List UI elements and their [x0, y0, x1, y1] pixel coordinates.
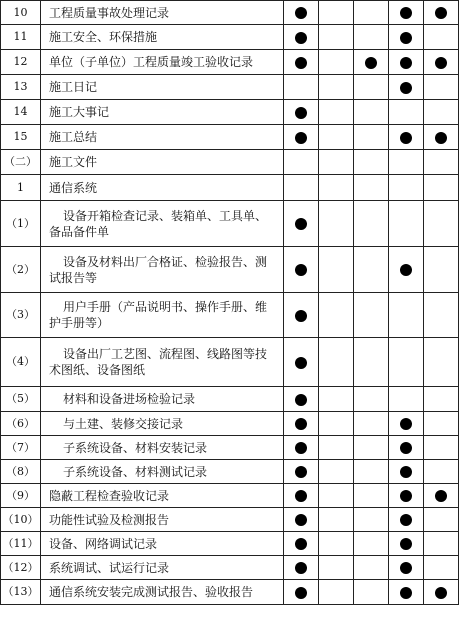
row-title	[41, 532, 284, 556]
mark-cell-2	[319, 201, 354, 247]
table-row	[1, 247, 459, 293]
filled-dot-icon	[295, 418, 307, 430]
row-title	[41, 100, 284, 125]
filled-dot-icon	[295, 7, 307, 19]
table-row	[1, 556, 459, 580]
filled-dot-icon	[295, 562, 307, 574]
mark-cell-5	[424, 460, 459, 484]
mark-cell-3	[354, 100, 389, 125]
mark-cell-4	[389, 580, 424, 605]
mark-cell-1	[284, 125, 319, 150]
mark-cell-1	[284, 150, 319, 175]
table-row	[1, 150, 459, 175]
row-number: （2）	[1, 247, 41, 293]
row-title-text: 施工安全、环保措施	[49, 30, 158, 44]
mark-cell-2	[319, 387, 354, 412]
mark-cell-3	[354, 25, 389, 50]
table-row	[1, 25, 459, 50]
row-number: 10	[1, 1, 41, 25]
filled-dot-icon	[365, 57, 377, 69]
row-title-text: 单位（子单位）工程质量竣工验收记录	[49, 55, 254, 69]
row-title-text: 施工日记	[49, 80, 98, 94]
row-title-text: 设备开箱检查记录、装箱单、工具单、备品备件单	[49, 208, 268, 239]
row-title	[41, 125, 284, 150]
mark-cell-5	[424, 247, 459, 293]
table-row	[1, 532, 459, 556]
mark-cell-2	[319, 25, 354, 50]
mark-cell-5	[424, 387, 459, 412]
row-number: 1	[1, 175, 41, 201]
row-title	[41, 338, 284, 387]
row-title	[41, 436, 284, 460]
filled-dot-icon	[400, 562, 412, 574]
mark-cell-5	[424, 1, 459, 25]
row-title-text: 设备及材料出厂合格证、检验报告、测试报告等	[49, 254, 268, 285]
table-row	[1, 201, 459, 247]
filled-dot-icon	[400, 264, 412, 276]
row-title-text: 施工总结	[49, 130, 98, 144]
row-title	[41, 460, 284, 484]
row-number: （1）	[1, 201, 41, 247]
row-title	[41, 75, 284, 100]
mark-cell-3	[354, 387, 389, 412]
mark-cell-4	[389, 201, 424, 247]
filled-dot-icon	[295, 490, 307, 502]
filled-dot-icon	[400, 82, 412, 94]
row-title-text: 施工大事记	[49, 105, 110, 119]
table-row	[1, 50, 459, 75]
table-row	[1, 75, 459, 100]
filled-dot-icon	[295, 107, 307, 119]
table-row	[1, 484, 459, 508]
filled-dot-icon	[400, 7, 412, 19]
filled-dot-icon	[400, 418, 412, 430]
mark-cell-4	[389, 175, 424, 201]
mark-cell-2	[319, 556, 354, 580]
table-row	[1, 175, 459, 201]
row-title-text: 子系统设备、材料测试记录	[63, 464, 208, 479]
mark-cell-4	[389, 387, 424, 412]
mark-cell-1	[284, 50, 319, 75]
filled-dot-icon	[400, 32, 412, 44]
row-number: （4）	[1, 338, 41, 387]
filled-dot-icon	[295, 132, 307, 144]
filled-dot-icon	[435, 57, 447, 69]
mark-cell-5	[424, 484, 459, 508]
row-title-text: 施工文件	[49, 155, 98, 169]
row-title	[41, 25, 284, 50]
mark-cell-1	[284, 508, 319, 532]
mark-cell-4	[389, 436, 424, 460]
mark-cell-2	[319, 293, 354, 338]
table-row	[1, 387, 459, 412]
row-number: （8）	[1, 460, 41, 484]
mark-cell-1	[284, 25, 319, 50]
filled-dot-icon	[295, 218, 307, 230]
mark-cell-4	[389, 150, 424, 175]
mark-cell-3	[354, 532, 389, 556]
filled-dot-icon	[295, 442, 307, 454]
row-title	[41, 293, 284, 338]
mark-cell-5	[424, 580, 459, 605]
filled-dot-icon	[295, 587, 307, 599]
filled-dot-icon	[435, 7, 447, 19]
table-row	[1, 580, 459, 605]
mark-cell-4	[389, 508, 424, 532]
row-number: 11	[1, 25, 41, 50]
row-title-text: 与土建、装修交接记录	[63, 416, 184, 431]
mark-cell-5	[424, 293, 459, 338]
filled-dot-icon	[295, 57, 307, 69]
mark-cell-1	[284, 1, 319, 25]
filled-dot-icon	[400, 442, 412, 454]
filled-dot-icon	[435, 490, 447, 502]
row-number: （13）	[1, 580, 41, 605]
row-title-text: 材料和设备进场检验记录	[63, 392, 196, 406]
mark-cell-1	[284, 338, 319, 387]
mark-cell-1	[284, 293, 319, 338]
filled-dot-icon	[400, 466, 412, 478]
mark-cell-2	[319, 150, 354, 175]
mark-cell-1	[284, 387, 319, 412]
table-row	[1, 436, 459, 460]
filled-dot-icon	[295, 264, 307, 276]
row-title-text: 设备出厂工艺图、流程图、线路图等技术图纸、设备图纸	[49, 347, 268, 377]
mark-cell-1	[284, 247, 319, 293]
mark-cell-3	[354, 50, 389, 75]
row-title	[41, 412, 284, 436]
mark-cell-1	[284, 175, 319, 201]
mark-cell-5	[424, 25, 459, 50]
row-title	[41, 175, 284, 201]
filled-dot-icon	[295, 466, 307, 478]
mark-cell-2	[319, 412, 354, 436]
mark-cell-1	[284, 460, 319, 484]
mark-cell-1	[284, 556, 319, 580]
mark-cell-3	[354, 508, 389, 532]
mark-cell-2	[319, 247, 354, 293]
mark-cell-4	[389, 247, 424, 293]
mark-cell-2	[319, 125, 354, 150]
row-number: （12）	[1, 556, 41, 580]
table-row	[1, 508, 459, 532]
row-title	[41, 201, 284, 247]
filled-dot-icon	[295, 538, 307, 550]
mark-cell-2	[319, 532, 354, 556]
mark-cell-2	[319, 508, 354, 532]
row-number: （6）	[1, 412, 41, 436]
row-title	[41, 387, 284, 412]
row-title	[41, 580, 284, 605]
mark-cell-2	[319, 580, 354, 605]
mark-cell-4	[389, 460, 424, 484]
mark-cell-1	[284, 100, 319, 125]
table-row	[1, 293, 459, 338]
mark-cell-5	[424, 508, 459, 532]
mark-cell-5	[424, 436, 459, 460]
row-number: （5）	[1, 387, 41, 412]
mark-cell-3	[354, 556, 389, 580]
mark-cell-3	[354, 150, 389, 175]
row-title	[41, 50, 284, 75]
mark-cell-3	[354, 125, 389, 150]
mark-cell-5	[424, 412, 459, 436]
filled-dot-icon	[295, 394, 307, 406]
mark-cell-2	[319, 50, 354, 75]
mark-cell-5	[424, 201, 459, 247]
filled-dot-icon	[295, 357, 307, 369]
filled-dot-icon	[435, 132, 447, 144]
mark-cell-3	[354, 1, 389, 25]
mark-cell-2	[319, 338, 354, 387]
row-title	[41, 484, 284, 508]
mark-cell-1	[284, 412, 319, 436]
table-row	[1, 1, 459, 25]
table-row	[1, 338, 459, 387]
mark-cell-3	[354, 484, 389, 508]
row-title	[41, 150, 284, 175]
mark-cell-1	[284, 532, 319, 556]
row-title	[41, 1, 284, 25]
table-row	[1, 412, 459, 436]
mark-cell-3	[354, 175, 389, 201]
mark-cell-2	[319, 436, 354, 460]
mark-cell-4	[389, 556, 424, 580]
mark-cell-4	[389, 293, 424, 338]
filled-dot-icon	[435, 587, 447, 599]
table-row	[1, 100, 459, 125]
row-number: 15	[1, 125, 41, 150]
mark-cell-4	[389, 100, 424, 125]
mark-cell-1	[284, 436, 319, 460]
row-title	[41, 556, 284, 580]
row-number: （10）	[1, 508, 41, 532]
mark-cell-2	[319, 484, 354, 508]
mark-cell-3	[354, 580, 389, 605]
mark-cell-5	[424, 100, 459, 125]
mark-cell-3	[354, 75, 389, 100]
mark-cell-4	[389, 25, 424, 50]
row-number: 12	[1, 50, 41, 75]
filled-dot-icon	[295, 514, 307, 526]
mark-cell-5	[424, 150, 459, 175]
mark-cell-3	[354, 338, 389, 387]
mark-cell-4	[389, 125, 424, 150]
row-number: 14	[1, 100, 41, 125]
mark-cell-5	[424, 75, 459, 100]
mark-cell-5	[424, 125, 459, 150]
mark-cell-2	[319, 175, 354, 201]
row-title	[41, 508, 284, 532]
row-number: （7）	[1, 436, 41, 460]
mark-cell-1	[284, 75, 319, 100]
mark-cell-2	[319, 75, 354, 100]
mark-cell-2	[319, 100, 354, 125]
table-row	[1, 125, 459, 150]
filled-dot-icon	[400, 514, 412, 526]
mark-cell-5	[424, 556, 459, 580]
row-title-text: 用户手册（产品说明书、操作手册、维护手册等）	[49, 300, 268, 330]
mark-cell-4	[389, 50, 424, 75]
mark-cell-1	[284, 580, 319, 605]
row-title-text: 隐蔽工程检查验收记录	[49, 488, 170, 503]
mark-cell-3	[354, 201, 389, 247]
row-title-text: 设备、网络调试记录	[49, 536, 158, 551]
row-title-text: 通信系统	[49, 180, 98, 195]
mark-cell-5	[424, 338, 459, 387]
mark-cell-4	[389, 75, 424, 100]
mark-cell-3	[354, 460, 389, 484]
row-number: （9）	[1, 484, 41, 508]
row-number: （二）	[1, 150, 41, 175]
table-row	[1, 460, 459, 484]
mark-cell-2	[319, 460, 354, 484]
row-number: （3）	[1, 293, 41, 338]
row-number: 13	[1, 75, 41, 100]
filled-dot-icon	[400, 538, 412, 550]
mark-cell-5	[424, 50, 459, 75]
table-body	[1, 1, 459, 605]
mark-cell-4	[389, 412, 424, 436]
mark-cell-3	[354, 436, 389, 460]
row-title-text: 通信系统安装完成测试报告、验收报告	[49, 585, 254, 599]
mark-cell-4	[389, 338, 424, 387]
mark-cell-4	[389, 1, 424, 25]
row-title-text: 工程质量事故处理记录	[49, 5, 170, 20]
mark-cell-4	[389, 532, 424, 556]
mark-cell-5	[424, 175, 459, 201]
row-title-text: 子系统设备、材料安装记录	[63, 440, 208, 455]
mark-cell-3	[354, 247, 389, 293]
mark-cell-1	[284, 201, 319, 247]
row-title-text: 系统调试、试运行记录	[49, 560, 170, 575]
row-title-text: 功能性试验及检测报告	[49, 512, 170, 527]
mark-cell-3	[354, 412, 389, 436]
filled-dot-icon	[400, 490, 412, 502]
mark-cell-5	[424, 532, 459, 556]
row-number: （11）	[1, 532, 41, 556]
filled-dot-icon	[295, 32, 307, 44]
filled-dot-icon	[400, 587, 412, 599]
filled-dot-icon	[400, 132, 412, 144]
mark-cell-1	[284, 484, 319, 508]
row-title	[41, 247, 284, 293]
filled-dot-icon	[400, 57, 412, 69]
mark-cell-3	[354, 293, 389, 338]
mark-cell-4	[389, 484, 424, 508]
filled-dot-icon	[295, 310, 307, 322]
mark-cell-2	[319, 1, 354, 25]
